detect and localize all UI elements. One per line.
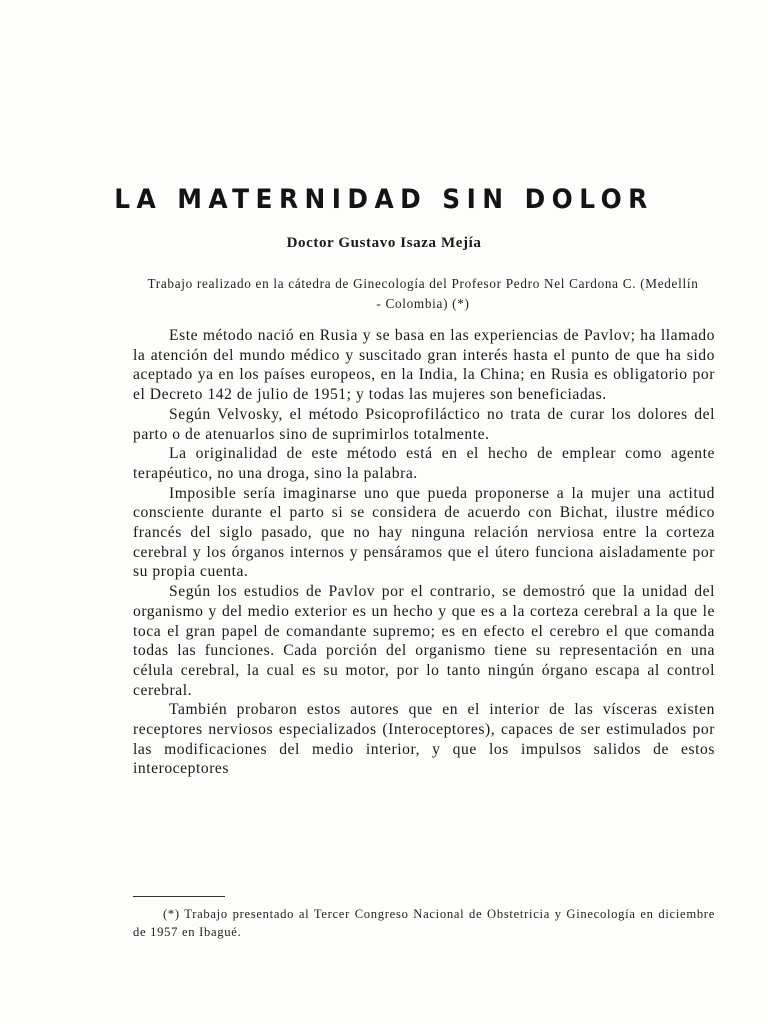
body-paragraph: Imposible sería imaginarse uno que pueda proponerse a la mujer una actitud consciente durante el parto si se considera de acuerdo con Bichat, ilustre médico francés del siglo pasado, que no hay ninguna relación nerviosa entre la corteza cerebral y los órganos internos y pensáramos que el útero funciona aisladamente por su propia cuenta.	[133, 484, 715, 581]
body-paragraph: Según Velvosky, el método Psicoprofiláctico no trata de curar los dolores del parto o de atenuarlos sino de suprimirlos totalmente.	[133, 405, 715, 443]
article-title: LA MATERNIDAD SIN DOLOR	[114, 184, 654, 215]
article-affiliation: Trabajo realizado en la cátedra de Ginecología del Profesor Pedro Nel Cardona C. (Medellín - Colombia) (*)	[147, 276, 699, 311]
body-paragraph: Este método nació en Rusia y se basa en las experiencias de Pavlov; ha llamado la atención del mundo médico y suscitado gran interés hasta el punto de que ha sido aceptado ya en los países europeos, en la India, la China; en Rusia es obligatorio por el Decreto 142 de julio de 1951; y todas las mujeres son beneficiadas.	[133, 327, 715, 404]
body-paragraph: También probaron estos autores que en el interior de las vísceras existen receptores nerviosos especializados (Interoceptores), capaces de ser estimulados por las modificaciones del medio interior, y que los impulsos salidos de estos interoceptores	[133, 701, 715, 778]
body-paragraph: La originalidad de este método está en el hecho de emplear como agente terapéutico, no una droga, sino la palabra.	[133, 445, 715, 482]
footnote-divider	[133, 896, 225, 897]
article-body	[133, 326, 715, 779]
footnote: (*) Trabajo presentado al Tercer Congreso Nacional de Obstetricia y Ginecología en diciembre de 1957 en Ibagué.	[133, 907, 715, 939]
article-author: Doctor Gustavo Isaza Mejía	[286, 235, 482, 251]
body-paragraph: Según los estudios de Pavlov por el contrario, se demostró que la unidad del organismo y del medio exterior es un hecho y que es a la corteza cerebral a la que le toca el gran papel de comandante supremo; es en efecto el cerebro el que comanda todas las funciones. Cada porción del organismo tiene su representación en una célula cerebral, la cual es su motor, por lo tanto ningún órgano escapa al control cerebral.	[133, 583, 715, 699]
